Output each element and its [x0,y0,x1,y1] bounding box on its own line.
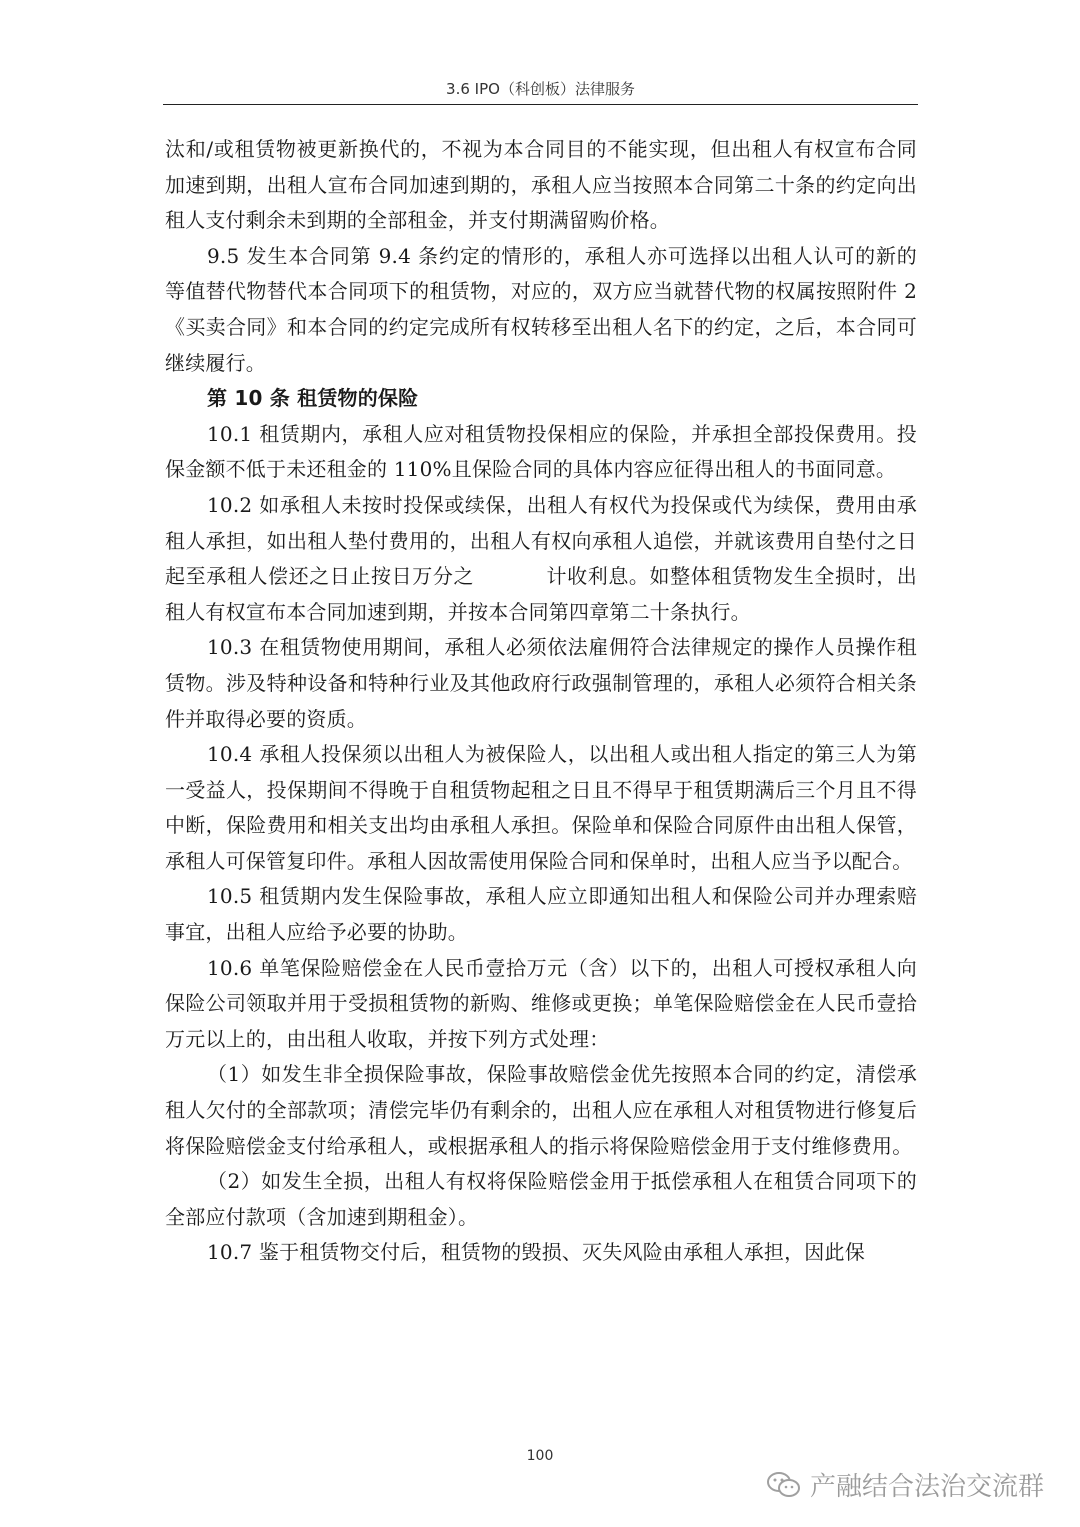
watermark-text: 产融结合法治交流群 [809,1472,1044,1502]
clause-10-4: 10.4 承租人投保须以出租人为被保险人，以出租人或出租人指定的第三人为第一受益人，投保期间不得晚于自租赁物起租之日且不得早于租赁期满后三个月且不得中断，保险费用和相关支出均由承租人承担。保险单和保险合同原件由出租人保管，承租人可保管复印件。承租人因故需使用保险合同和保单时，出租人应当予以配合。 [165,742,917,873]
section-heading: 第 10 条 租赁物的保险 [207,386,419,411]
clause-10-7: 10.7 鉴于租赁物交付后，租赁物的毁损、灭失风险由承租人承担，因此保 [207,1240,865,1265]
paragraph-continuation: 汰和/或租赁物被更新换代的，不视为本合同目的不能实现，但出租人有权宣布合同加速到期，出租人宣布合同加速到期的，承租人应当按照本合同第二十条的约定向出租人支付剩余未到期的全部租金，并支付期满留购价格。 [165,137,917,233]
running-header: 3.6 IPO（科创板）法律服务 [446,80,635,98]
header-divider [163,104,918,105]
clause-10-6-item-2: （2）如发生全损，出租人有权将保险赔偿金用于抵偿承租人在租赁合同项下的全部应付款项（含加速到期租金）。 [165,1169,917,1229]
page-number: 100 [526,1448,554,1464]
clause-10-1: 10.1 租赁期内，承租人应对租赁物投保相应的保险，并承担全部投保费用。投保金额不低于未还租金的 110%且保险合同的具体内容应征得出租人的书面同意。 [165,421,917,482]
watermark [766,1466,1044,1503]
clause-9-5: 9.5 发生本合同第 9.4 条约定的情形的，承租人亦可选择以出租人认可的新的等值替代物替代本合同项下的租赁物，对应的，双方应当就替代物的权属按照附件 2《买卖合同》和本合同的约定完成所有权转移至出租人名下的约定，之后，本合同可继续履行。 [165,243,917,375]
clause-10-5: 10.5 租赁期内发生保险事故，承租人应立即通知出租人和保险公司并办理索赔事宜，出租人应给予必要的协助。 [165,884,917,945]
document-body [165,132,917,1271]
clause-10-2 [165,488,917,630]
clause-10-3: 10.3 在租赁物使用期间，承租人必须依法雇佣符合法律规定的操作人员操作租赁物。涉及特种设备和特种行业及其他政府行政强制管理的，承租人必须符合相关条件并取得必要的资质。 [165,635,917,731]
clause-10-6-item-1: （1）如发生非全损保险事故，保险事故赔偿金优先按照本合同的约定，清偿承租人欠付的全部款项；清偿完毕仍有剩余的，出租人应在承租人对租赁物进行修复后将保险赔偿金支付给承租人，或根据承租人的指示将保险赔偿金用于支付维修费用。 [165,1062,917,1158]
clause-10-2-part1: 10.2 如承租人未按时投保或续保，出租人有权代为投保或代为续保，费用由承租人承担，如出租人垫付费用的，出租人有权向承租人追偿，并就该费用自垫付之日起至承租人偿还之日止按日万分之 [165,492,917,589]
clause-10-2-part2: 计收利息。如整体租赁物发生全损时，出租人有权宣布本合同加速到期，并按本合同第四章第二十条执行。 [165,564,917,624]
wechat-icon [766,1470,802,1500]
clause-10-6: 10.6 单笔保险赔偿金在人民币壹拾万元（含）以下的，出租人可授权承租人向保险公司领取并用于受损租赁物的新购、维修或更换；单笔保险赔偿金在人民币壹拾万元以上的，由出租人收取，并按下列方式处理： [165,955,917,1051]
